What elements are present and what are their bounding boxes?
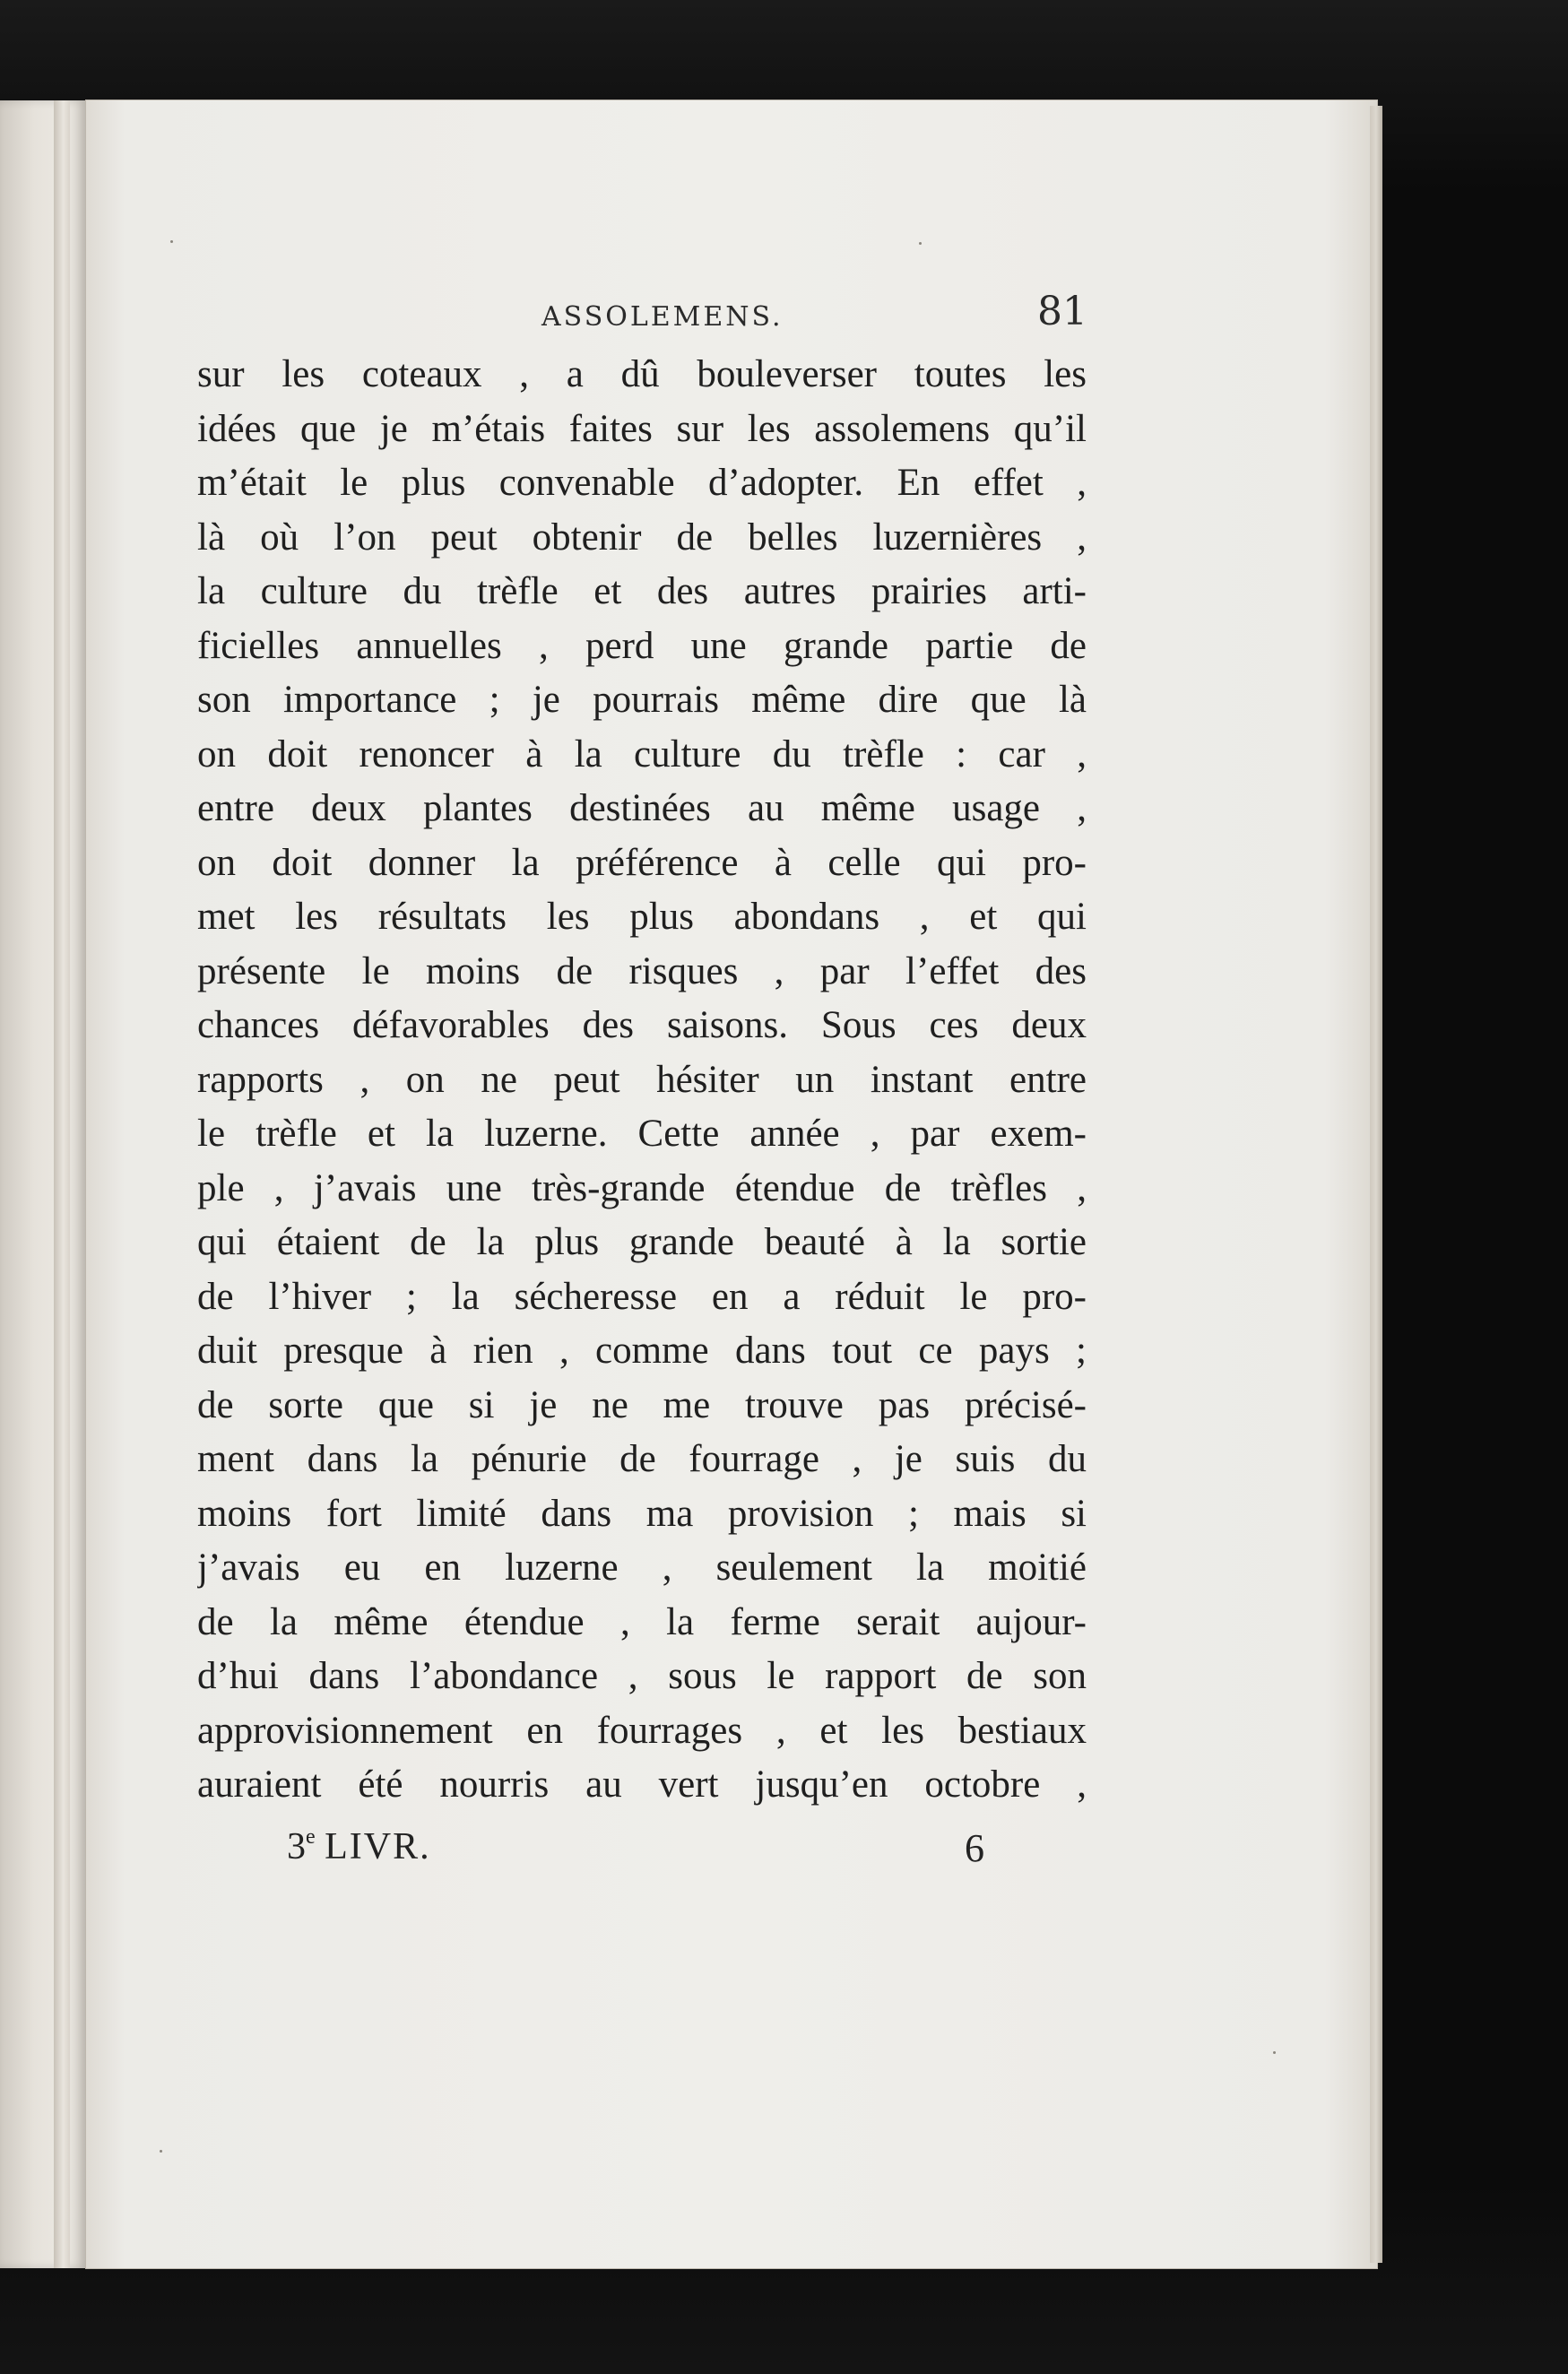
text-line: on doit renoncer à la culture du trèfle : car , xyxy=(197,732,1087,775)
gathering-number: 6 xyxy=(965,1826,984,1870)
text-line: qui étaient de la plus grande beauté à la sortie xyxy=(197,1221,1087,1263)
signature-mark xyxy=(287,1825,431,1868)
text-line: de sorte que si je ne me trouve pas précisé- xyxy=(197,1383,1087,1426)
text-line: on doit donner la préférence à celle qui pro- xyxy=(197,841,1087,884)
text-line: le trèfle et la luzerne. Cette année , par exem- xyxy=(197,1113,1087,1155)
body-text xyxy=(197,348,1087,1813)
text-line: ple , j’avais une très-grande étendue de trèfles , xyxy=(197,1166,1087,1209)
facing-page-edge xyxy=(54,100,70,2268)
running-title: ASSOLEMENS. xyxy=(541,301,784,333)
text-line: rapports , on ne peut hésiter un instant entre xyxy=(197,1058,1087,1101)
text-line: met les résultats les plus abondans , et qui xyxy=(197,896,1087,938)
text-line: là où l’on peut obtenir de belles luzernières , xyxy=(197,516,1087,559)
page-number: 81 xyxy=(1037,289,1087,334)
text-line: idées que je m’étais faites sur les assolemens qu’il xyxy=(197,407,1087,450)
text-line: sur les coteaux , a dû bouleverser toutes les xyxy=(197,353,1087,395)
text-line: approvisionnement en fourrages , et les bestiaux xyxy=(197,1709,1087,1752)
facing-page xyxy=(0,100,86,2268)
text-line: auraient été nourris au vert jusqu’en octobre , xyxy=(197,1763,1087,1806)
paper-speck xyxy=(919,242,922,245)
page-fore-edge xyxy=(1370,106,1382,2263)
text-line: de la même étendue , la ferme serait aujour- xyxy=(197,1600,1087,1643)
running-head xyxy=(197,289,1094,342)
text-line: chances défavorables des saisons. Sous ces deux xyxy=(197,1004,1087,1046)
signature-word: LIVR. xyxy=(325,1826,431,1867)
text-line: m’était le plus convenable d’adopter. En effet , xyxy=(197,462,1087,504)
text-line: d’hui dans l’abondance , sous le rapport de son xyxy=(197,1655,1087,1697)
text-line: ficielles annuelles , perd une grande partie de xyxy=(197,624,1087,667)
text-line: présente le moins de risques , par l’effet des xyxy=(197,949,1087,992)
text-line: son importance ; je pourrais même dire que là xyxy=(197,679,1087,721)
text-line: de l’hiver ; la sécheresse en a réduit le pro- xyxy=(197,1275,1087,1318)
text-line: j’avais eu en luzerne , seulement la moitié xyxy=(197,1547,1087,1589)
text-line: la culture du trèfle et des autres prairies arti- xyxy=(197,570,1087,612)
text-line: moins fort limité dans ma provision ; mais si xyxy=(197,1492,1087,1535)
paper-speck xyxy=(170,240,173,243)
signature-volume xyxy=(287,1826,316,1867)
signature-number: 3 xyxy=(287,1826,306,1867)
paper-speck xyxy=(1273,2051,1276,2054)
text-line: duit presque à rien , comme dans tout ce pays ; xyxy=(197,1330,1087,1372)
text-line: entre deux plantes destinées au même usage , xyxy=(197,787,1087,829)
text-line: ment dans la pénurie de fourrage , je suis du xyxy=(197,1438,1087,1480)
signature-superscript: e xyxy=(306,1825,316,1849)
paper-speck xyxy=(160,2150,162,2153)
